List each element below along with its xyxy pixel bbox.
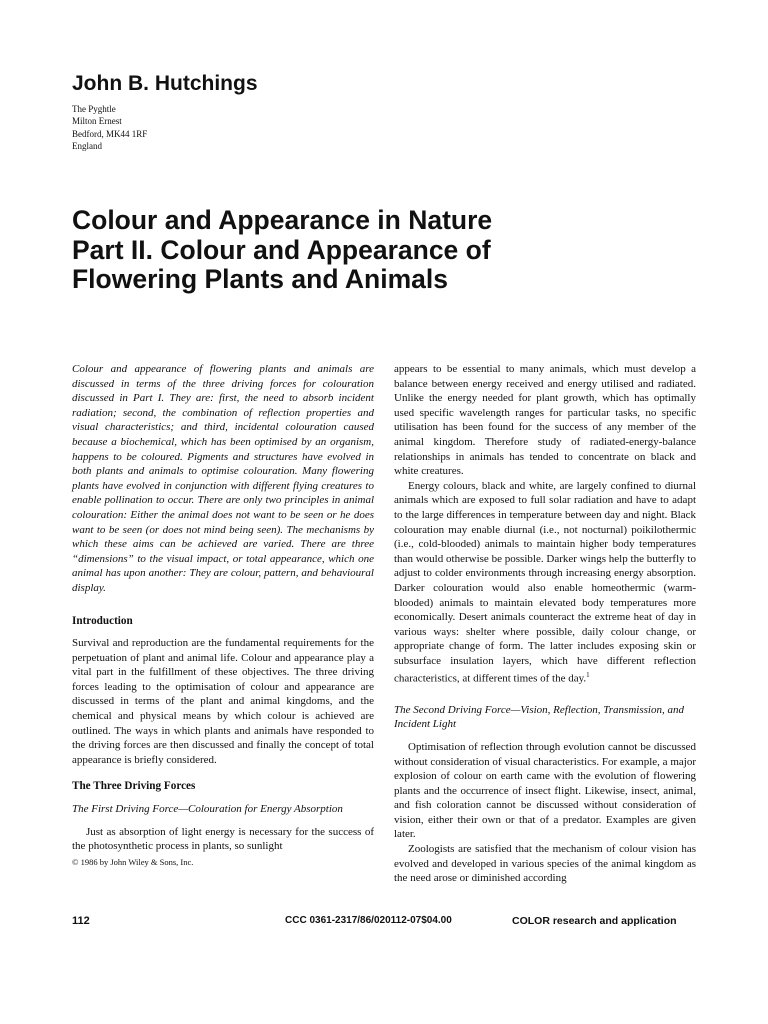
title-line: Flowering Plants and Animals xyxy=(72,264,448,294)
address-line: The Pyghtle xyxy=(72,104,116,114)
journal-name: COLOR research and application xyxy=(512,915,677,927)
title-line: Part II. Colour and Appearance of xyxy=(72,234,491,265)
right-para-4: Zoologists are satisfied that the mechanism of colour vision has evolved and developed in various species of the animal kingdom as the need arose or diminished according xyxy=(394,843,696,885)
first-force-text: Just as absorption of light energy is necessary for the success of the photosynthetic process in plants, so sunlight xyxy=(72,825,374,853)
author-address xyxy=(72,103,147,152)
first-force-subheading: The First Driving Force—Colouration for Energy Absorption xyxy=(72,803,343,816)
abstract: Colour and appearance of flowering plants and animals are discussed in terms of the three driving forces for colouration discussed in Part I. They are: first, the need to absorb incident radiation; second, the combination of reflection properties and visual characteristics; and third, incidental colouration caused because a biochemical, which has been optimised by an organism, happens to be coloured. Pigments and structures have evolved in both plants and animals to optimise colouration. Many flowering plants have evolved in conjunction with different flying creatures to enable pollination to occur. There are only two principles in animal colouration: Either the animal does not want to be seen or he does want to be seen (or does not mind being seen). The mechanisms by which these aims can be achieved are varied. There are three “dimensions” to the visual impact, or total appearance, which one animal has upon another: They are colour, pattern, and behavioural display. xyxy=(72,363,374,594)
right-column xyxy=(394,362,696,886)
title-line: Colour and Appearance in Nature xyxy=(72,205,493,235)
three-forces-heading: The Three Driving Forces xyxy=(72,780,196,793)
introduction-text: Survival and reproduction are the fundamental requirements for the perpetuation of plant and animal life. Colour and appearance play a vital part in the fulfillment of these objectives. The three driving forces leading to the optimisation of colour and appearance are discussed in terms of the plant and animal kingdoms, and the chemical and physical means by which colour is achieved are outlined. The ways in which plants and animals have responded to the driving forces are then discussed and finally the concept of total appearance is briefly considered. xyxy=(72,637,374,766)
address-line: England xyxy=(72,140,102,151)
author-name: John B. Hutchings xyxy=(72,72,258,95)
right-para-2 xyxy=(394,479,696,687)
address-line: Milton Ernest xyxy=(72,116,122,127)
right-para-3: Optimisation of reflection through evolution cannot be discussed without consideration of visual characteristics. For example, a major explosion of colour on earth came with the evolution of flowering plants and the occurrence of insect flight. Likewise, insect, animal, and fish coloration cannot be discussed without consideration of vision, either their own or that of a predator. Examples are given later. xyxy=(394,740,696,841)
footnote-ref: 1 xyxy=(586,671,590,680)
left-column xyxy=(72,362,374,869)
paper-title xyxy=(72,206,712,295)
copyright-code: CCC 0361-2317/86/020112-07$04.00 xyxy=(285,915,452,926)
introduction-heading: Introduction xyxy=(72,614,133,627)
right-para-1: appears to be essential to many animals, which must develop a balance between energy received and energy utilised and radiated. Unlike the energy needed for plant growth, which has optimally used specific wavelength ranges for particular tasks, no specific utilisation has been found for the success of any member of the animal kingdom. Therefore study of radiated-energy-balance relationships in animals has tended to concentrate on black and white creatures. xyxy=(394,363,696,478)
second-force-subheading: The Second Driving Force—Vision, Reflection, Transmission, and Incident Light xyxy=(394,703,684,731)
page-number: 112 xyxy=(72,915,90,927)
address-line: Bedford, MK44 1RF xyxy=(72,128,148,139)
right-para-2-text: Energy colours, black and white, are largely confined to diurnal animals which are exposed to full solar radiation and have to adapt to the large differences in temperature between day and night. Black colouration may enable diurnal (i.e., not nocturnal) poikilothermic (i.e., cold-blooded) animals to maintain higher body temperatures than would otherwise be possible. Darker wings help the butterfly to adjust to colder environments through increasing energy absorption. Darker colouration would also enable homeothermic (warm-blooded) animals to maintain elevated body temperatures more economically. Desert animals counteract the extreme heat of day in various ways: shelter where possible, daily colour change, or appropriate change of form. The latter includes exposing skin or subsurface insulation layers, which have different reflection characteristics, at different times of the day. xyxy=(394,479,696,686)
copyright-notice: © 1986 by John Wiley & Sons, Inc. xyxy=(72,856,194,867)
